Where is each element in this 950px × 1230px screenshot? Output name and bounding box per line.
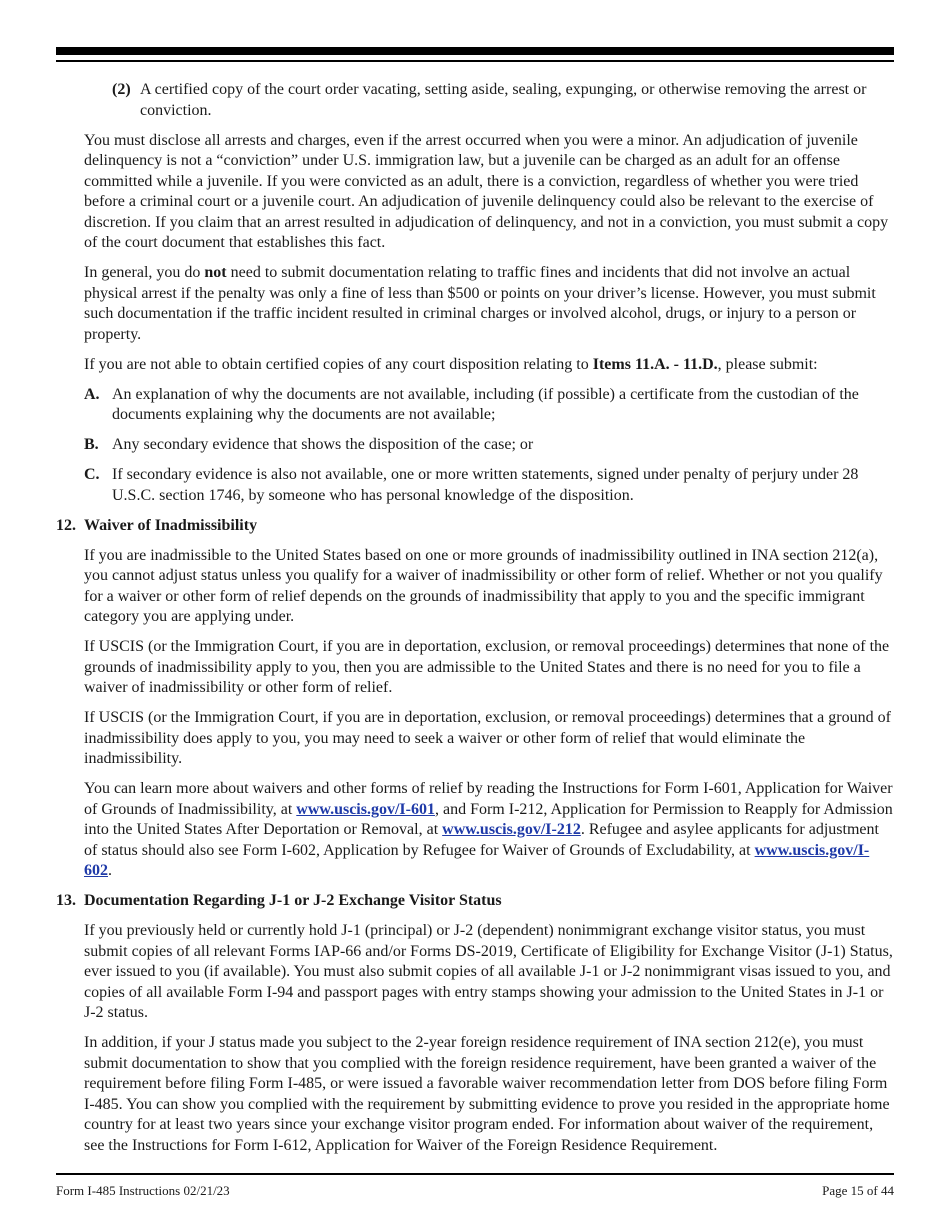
emphasis-text: Items 11.A. - 11.D. — [592, 355, 718, 373]
link-i-212[interactable]: www.uscis.gov/I-212 — [442, 821, 581, 838]
list-marker: C. — [84, 466, 100, 483]
list-item-text: If secondary evidence is also not available, one or more written statements, signed under penalty of perjury under 28 U.S.C. section 1746, by someone who has personal knowledge of the disposition. — [112, 466, 859, 504]
paragraph-text: If you previously held or currently hold J-1 (principal) or J-2 (dependent) nonimmigrant exchange visitor status, you must submit copies of all relevant Forms IAP-66 and/or Forms DS-2019, Certificate of Eligibility for Exchange Visitor (J-1) Status, ever issued to you (if available). You must also submit copies of all available J-1 or J-2 nonimmigrant visas issued to you, and copies of all available Form I-94 and passport pages with entry stamps showing your admission to the United States in J-1 or J-2 status. — [84, 922, 893, 1021]
text-run: . — [108, 862, 112, 879]
paragraph-text: You must disclose all arrests and charges, even if the arrest occurred when you were a minor. An adjudication of juvenile delinquency is not a “conviction” under U.S. immigration law, but a juvenile can be charged as an adult for an offense committed while a juvenile. If you were convicted as an adult, there is a conviction, regardless of whether you were tried before a criminal court or a juvenile court. An adjudication of juvenile delinquency could also be relevant to the exercise of discretion. If you claim that an arrest resulted in adjudication of delinquency, and not in a conviction, you must submit a copy of the court document that establishes this fact. — [84, 131, 889, 251]
text-run: If you are not able to obtain certified copies of any court disposition relating to — [84, 355, 593, 373]
list-marker: B. — [84, 436, 99, 453]
text-run: need to submit documentation relating to traffic fines and incidents that did not involve an actual physical arrest if the penalty was only a fine of less than $500 or points on your driver’s license. However, you must submit such documentation if the traffic incident resulted in criminal charges or involved alcohol, drugs, or injury to a person or property. — [84, 264, 876, 343]
list-item-c — [56, 465, 894, 506]
section-title: Waiver of Inadmissibility — [84, 516, 258, 534]
section-number: 12. — [56, 516, 76, 534]
list-marker: A. — [84, 385, 100, 403]
section-12-paragraph-1 — [56, 546, 894, 628]
footer-rule — [56, 1173, 894, 1175]
section-12-paragraph-4 — [56, 779, 894, 882]
paragraph-unable — [56, 355, 894, 376]
text-run: You can learn more about waivers and other forms of relief by reading the Instructions for Form I-601, Application for Waiver of Grounds of Inadmissibility, at — [84, 780, 893, 818]
list-marker: (2) — [112, 81, 131, 98]
page-content — [56, 80, 894, 1166]
section-12-paragraph-3 — [56, 708, 894, 770]
footer-form-id: Form I-485 Instructions 02/21/23 — [56, 1183, 230, 1198]
emphasis-text: not — [204, 264, 227, 281]
section-13-paragraph-1 — [56, 921, 894, 1024]
section-12 — [56, 516, 894, 537]
section-12-paragraph-2 — [56, 637, 894, 699]
paragraph-text: If USCIS (or the Immigration Court, if you are in deportation, exclusion, or removal proceedings) determines that none of the grounds of inadmissibility apply to you, then you are admissible to the United States and there is no need for you to file a waiver of inadmissibility or other form of relief. — [84, 638, 890, 696]
text-run: . Refugee and asylee applicants for adjustment of status should also see Form I-602, Application by Refugee for Waiver of Grounds of Excludability, at — [84, 821, 879, 859]
header-thick-rule — [56, 47, 894, 55]
link-i-602[interactable]: www.uscis.gov/I-602 — [84, 841, 870, 879]
list-item-b — [56, 435, 894, 456]
list-item-2 — [56, 80, 894, 121]
paragraph-traffic — [56, 263, 894, 345]
text-run: , please submit: — [717, 355, 818, 373]
text-run: In general, you do — [84, 264, 205, 281]
link-i-601[interactable]: www.uscis.gov/I-601 — [296, 800, 435, 818]
paragraph-text: If USCIS (or the Immigration Court, if you are in deportation, exclusion, or removal proceedings) determines that a ground of inadmissibility does apply to you, you may need to seek a waiver or other form of relief that would eliminate the inadmissibility. — [84, 709, 891, 767]
list-item-a — [56, 385, 894, 426]
footer-page-number: Page 15 of 44 — [822, 1183, 894, 1198]
text-run: , and Form I-212, Application for Permission to Reapply for Admission into the United States After Deportation or Removal, at — [84, 800, 893, 838]
paragraph-text: In addition, if your J status made you subject to the 2-year foreign residence requirement of INA section 212(e), you must submit documentation to show that you complied with the foreign residence requirement, have been granted a waiver of the requirement before filing Form I-485, or were issued a favorable waiver recommendation letter from DOS before filing Form I-485. You can show you complied with the requirement by submitting evidence to prove you resided in the appropriate home country for at least two years since your exchange visitor program ended. For information about waiver of the requirement, see the Instructions for Form I-612, Application for Waiver of the Foreign Residence Requirement. — [84, 1034, 890, 1154]
list-item-text: Any secondary evidence that shows the disposition of the case; or — [112, 436, 534, 453]
header-thin-rule — [56, 60, 894, 62]
paragraph-juvenile — [56, 131, 894, 254]
paragraph-text: If you are inadmissible to the United States based on one or more grounds of inadmissibility outlined in INA section 212(a), you cannot adjust status unless you qualify for a waiver of inadmissibility or other form of relief. Whether or not you qualify for a waiver or other form of relief depends on the grounds of inadmissibility that apply to you and the specific immigrant category you are applying under. — [84, 546, 883, 625]
section-number: 13. — [56, 892, 76, 909]
section-13-paragraph-2 — [56, 1033, 894, 1156]
list-item-text: A certified copy of the court order vacating, setting aside, sealing, expunging, or otherwise removing the arrest or conviction. — [140, 81, 867, 119]
section-title: Documentation Regarding J-1 or J-2 Exchange Visitor Status — [84, 892, 502, 909]
list-item-text: An explanation of why the documents are not available, including (if possible) a certificate from the custodian of the documents explaining why the documents are not available; — [112, 385, 859, 423]
section-13 — [56, 891, 894, 912]
